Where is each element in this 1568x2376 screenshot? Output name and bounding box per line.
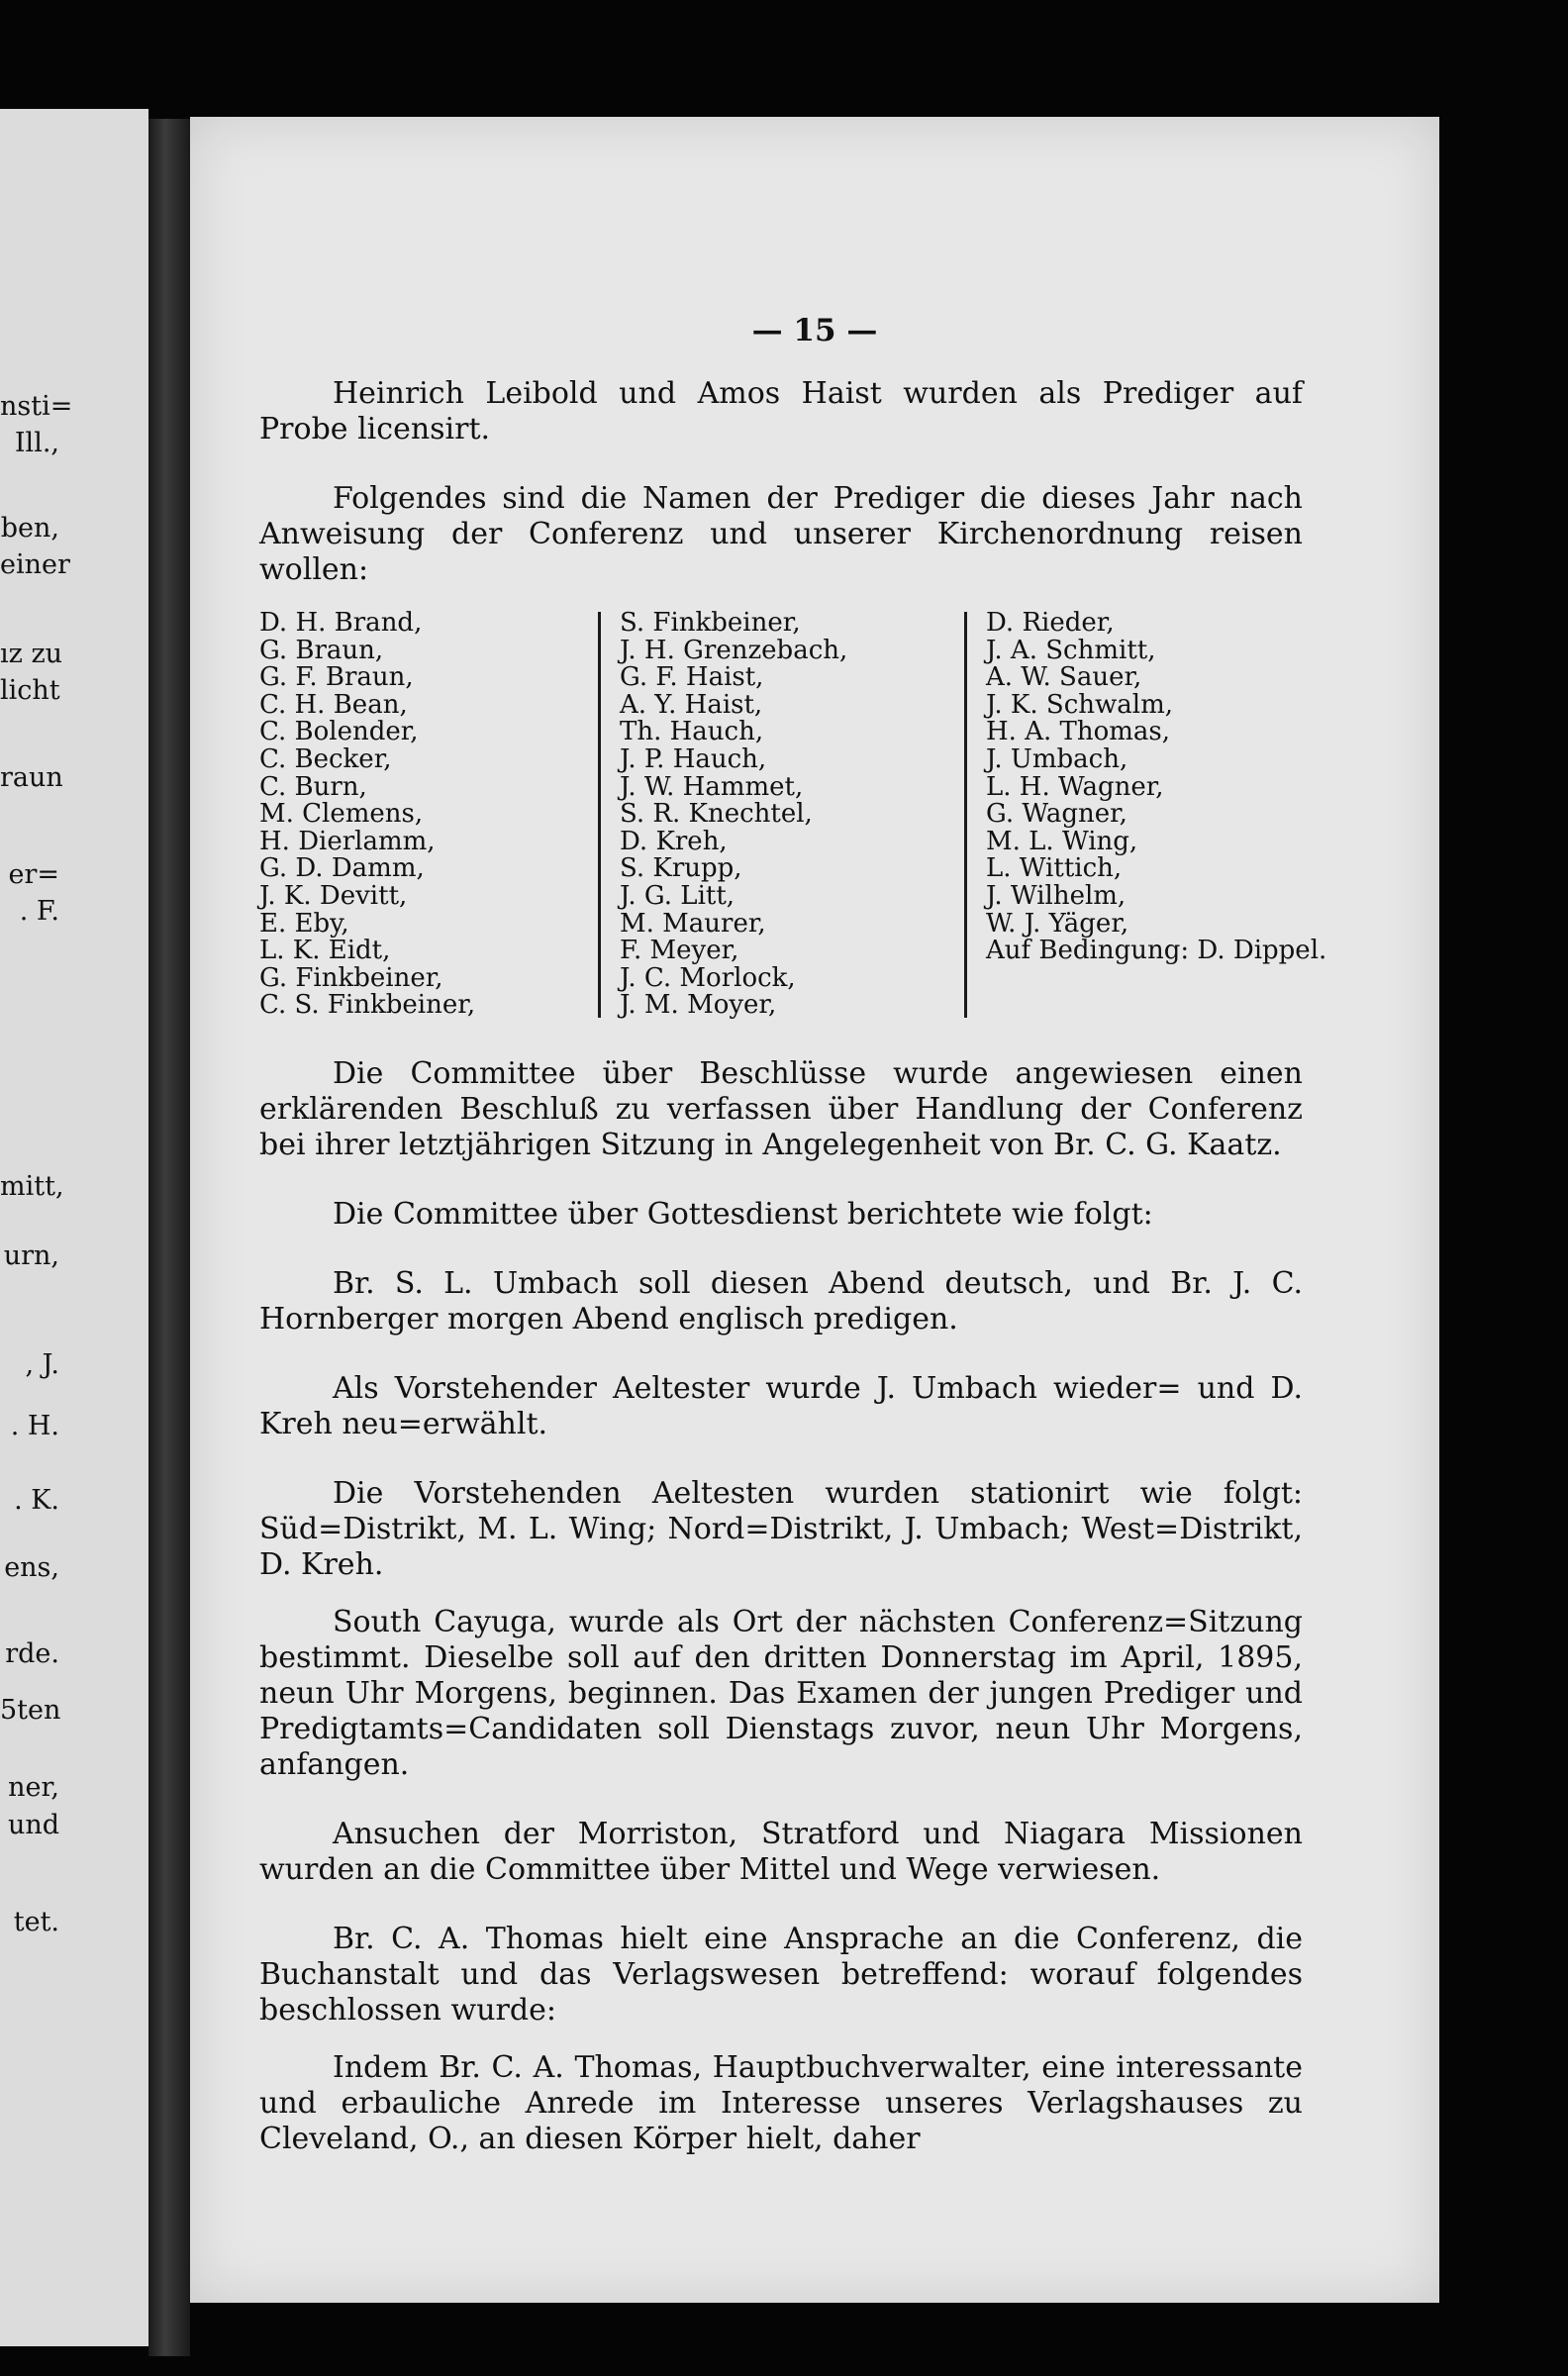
preacher-name: H. Dierlamm, [259,826,436,856]
paragraph-resolutions-committee: Die Committee über Beschlüsse wurde angewiesen einen erklärenden Beschluß zu verfassen über Handlung der Conferenz bei ihrer letztjährigen Sitzung in Angelegenheit von Br. C. G. Kaatz. [259,1056,1303,1162]
paragraph-worship-committee: Die Committee über Gottesdienst berichtete wie folgt: [333,1197,1153,1232]
preacher-name: L. Wittich, [986,853,1123,884]
left-page-text-fragment: licht [0,675,60,706]
left-page-text-fragment: urn, [3,1240,59,1271]
left-page-text-fragment: ens, [4,1552,59,1583]
paragraph-preacher-list-intro: Folgendes sind die Namen der Prediger die dieses Jahr nach Anweisung der Conferenz und unserer Kirchenordnung reisen wollen: [259,481,1303,587]
book-gutter [148,119,190,2356]
preacher-name: S. R. Knechtel, [620,799,813,830]
preacher-name: D. Rieder, [986,608,1115,638]
left-page-text-fragment: mitt, [0,1171,64,1202]
preacher-name: J. Wilhelm, [986,880,1127,911]
page-number: — 15 — [751,313,878,348]
preacher-name: C. S. Finkbeiner, [259,990,476,1021]
preacher-name: C. Becker, [259,743,392,774]
left-page-text-fragment: nsti= [0,391,73,422]
preacher-name: A. Y. Haist, [620,689,763,720]
left-page-text-fragment: ben, [0,513,59,544]
preacher-name: G. F. Haist, [620,662,764,693]
column-divider [598,612,601,1018]
left-page-text-fragment: . K. [14,1485,59,1516]
left-page-text-fragment: . H. [10,1411,59,1441]
preacher-name: J. K. Schwalm, [986,689,1173,720]
left-page-text-fragment: 5ten [0,1695,61,1726]
preacher-name: G. Wagner, [986,799,1127,830]
left-page-text-fragment: , J. [25,1349,59,1380]
preacher-name: A. W. Sauer, [986,662,1142,693]
paragraph-presiding-elder: Als Vorstehender Aeltester wurde J. Umbach wieder= und D. Kreh neu=erwählt. [259,1371,1303,1441]
preacher-name: D. H. Brand, [259,608,423,638]
left-page-text-fragment: er= [8,859,59,890]
preacher-name: J. C. Morlock, [620,962,796,993]
left-page-text-fragment: und [7,1810,59,1840]
left-page-text-fragment: raun [0,762,63,793]
preacher-name: G. D. Damm, [259,853,425,884]
preacher-name: L. H. Wagner, [986,771,1164,802]
preacher-name: C. Burn, [259,771,367,802]
preacher-name-list [259,608,1327,1031]
left-page-text-fragment: . F. [19,896,59,927]
preacher-name: C. Bolender, [259,717,419,747]
left-page-text-fragment: ner, [8,1772,59,1803]
preacher-name: J. K. Devitt, [259,880,408,911]
preacher-name: Th. Hauch, [620,717,764,747]
preacher-name: J. A. Schmitt, [986,635,1156,665]
preacher-name: G. Finkbeiner, [259,962,443,993]
left-page-text-fragment: ız zu [0,639,63,669]
preacher-name: S. Finkbeiner, [620,608,801,638]
paragraph-missions: Ansuchen der Morriston, Stratford und Niagara Missionen wurden an die Committee über Mittel und Wege verwiesen. [259,1817,1303,1887]
preacher-name: Auf Bedingung: D. Dippel. [986,936,1327,966]
document-page [190,117,1439,2303]
preacher-name: M. L. Wing, [986,826,1138,856]
preacher-name: W. J. Yäger, [986,908,1129,939]
name-column-3 [986,610,1326,965]
preacher-name: J. M. Moyer, [620,990,777,1021]
paragraph-districts: Die Vorstehenden Aeltesten wurden stationirt wie folgt: Süd=Distrikt, M. L. Wing; Nord=Distrikt, J. Umbach; West=Distrikt, D. Kreh. [259,1476,1303,1582]
preacher-name: M. Maurer, [620,908,766,939]
name-column-2 [620,610,847,1020]
left-page-text-fragment: einer [0,549,70,580]
column-divider [964,612,967,1018]
preacher-name: G. Braun, [259,635,384,665]
left-page-text-fragment: rde. [5,1638,59,1669]
left-page-text-fragment: tet. [13,1907,59,1937]
left-page-text-fragment: Ill., [14,428,59,458]
paragraph-licensing: Heinrich Leibold und Amos Haist wurden als Prediger auf Probe licensirt. [259,376,1303,446]
preacher-name: G. F. Braun, [259,662,414,693]
page-body [259,376,1327,2191]
preacher-name: C. H. Bean, [259,689,408,720]
name-column-1 [259,610,475,1020]
preacher-name: J. H. Grenzebach, [620,635,848,665]
preacher-name: H. A. Thomas, [986,717,1171,747]
preacher-name: E. Eby, [259,908,349,939]
preacher-name: S. Krupp, [620,853,742,884]
preacher-name: F. Meyer, [620,936,739,966]
paragraph-resolution-thomas: Indem Br. C. A. Thomas, Hauptbuchverwalter, eine interessante und erbauliche Anrede im Interesse unseres Verlagshauses zu Cleveland, O., an diesen Körper hielt, daher [259,2050,1303,2156]
paragraph-thomas-address: Br. C. A. Thomas hielt eine Ansprache an die Conferenz, die Buchanstalt und das Verlagswesen betreffend: worauf folgendes beschlossen wurde: [259,1922,1303,2028]
preacher-name: J. P. Hauch, [620,743,767,774]
preacher-name: M. Clemens, [259,799,424,830]
paragraph-sermons: Br. S. L. Umbach soll diesen Abend deutsch, und Br. J. C. Hornberger morgen Abend englisch predigen. [259,1266,1303,1336]
preacher-name: J. W. Hammet, [620,771,804,802]
preacher-name: J. G. Litt, [620,880,735,911]
preacher-name: D. Kreh, [620,826,728,856]
paragraph-next-conference: South Cayuga, wurde als Ort der nächsten Conferenz=Sitzung bestimmt. Dieselbe soll auf den dritten Donnerstag im April, 1895, neun Uhr Morgens, beginnen. Das Examen der jungen Prediger und Predigtamts=Candidaten soll Dienstags zuvor, neun Uhr Morgens, anfangen. [259,1605,1303,1782]
preacher-name: J. Umbach, [986,743,1128,774]
preacher-name: L. K. Eidt, [259,936,391,966]
